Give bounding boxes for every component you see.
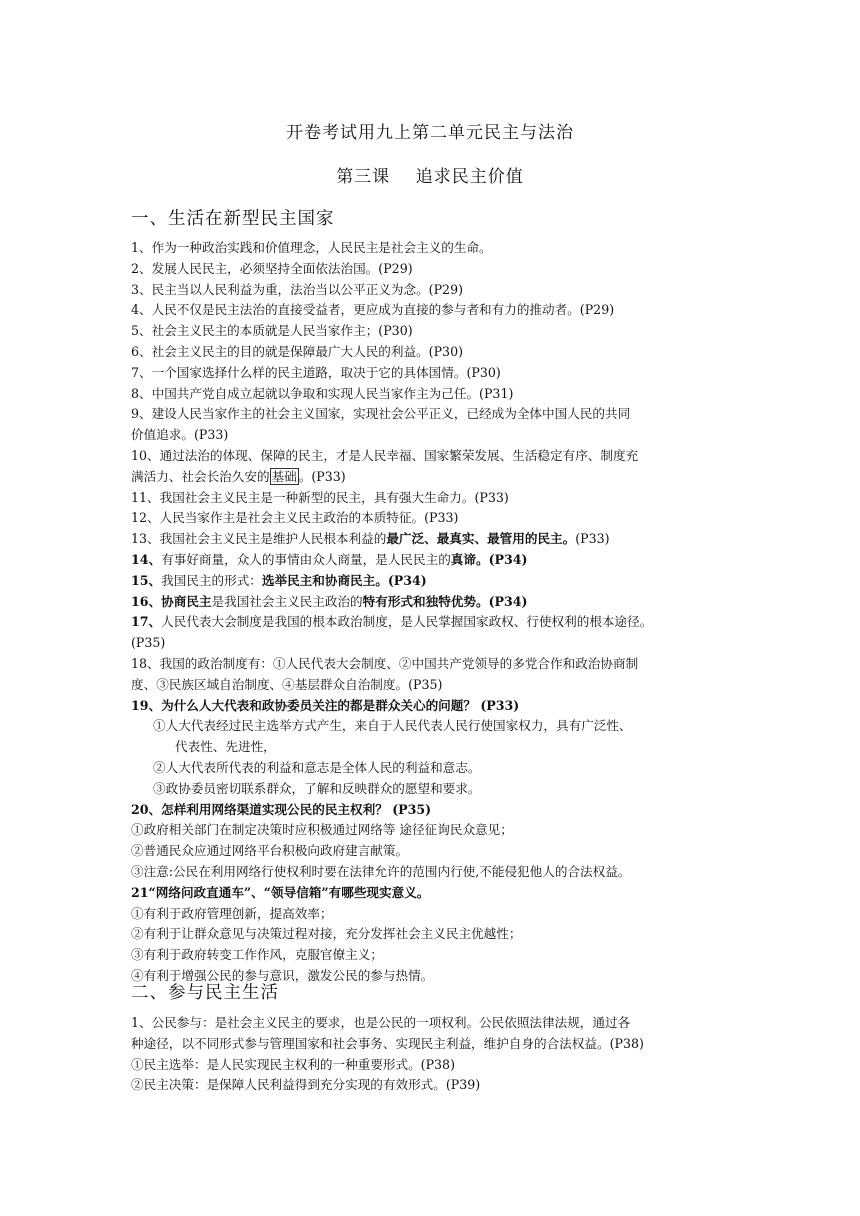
item-6: 6、社会主义民主的目的就是保障最广大人民的利益。(P30) [131,343,463,359]
item-19-answer-1-line-2: 代表性、先进性， [175,739,276,755]
item-4: 4、人民不仅是民主法治的直接受益者，更应成为直接的参与者和有力的推动者。(P29) [131,302,615,318]
item-5: 5、社会主义民主的本质就是人民当家作主；(P30) [131,323,413,339]
item-20-answer-3: ③注意:公民在利用网络行使权利时要在法律允许的范围内行使,不能侵犯他人的合法权益。 [131,863,631,879]
item-18-line-1: 18、我国的政治制度有：①人民代表大会制度、②中国共产党领导的多党合作和政治协商制 [131,655,639,671]
item-21-answer-2: ②有利于让群众意见与决策过程对接，充分发挥社会主义民主优越性； [131,926,522,942]
item-19-answer-3: ③政协委员密切联系群众，了解和反映群众的愿望和要求。 [153,780,481,796]
item-10-page-ref: 。(P33) [298,468,346,484]
item-3: 3、民主当以人民利益为重，法治当以公平正义为念。(P29) [131,281,463,297]
document-title: 开卷考试用九上第二单元民主与法治 [286,123,574,143]
s2-item-1-line-1: 1、公民参与：是社会主义民主的要求，也是公民的一项权利。公民依照法律法规，通过各 [131,1015,631,1030]
s2-item-1-sub-1: ①民主选举：是人民实现民主权利的一种重要形式。(P38) [131,1056,455,1072]
item-7: 7、一个国家选择什么样的民主道路，取决于它的具体国情。(P30) [131,364,501,380]
item-14-text: 有事好商量，众人的事情由众人商量，是人民民主的 [161,551,451,567]
section-2-body [131,1013,739,1096]
item-21-answer-1: ①有利于政府管理创新，提高效率； [131,905,333,921]
item-9-line-2: 价值追求。(P33) [131,427,229,443]
section-1-body [131,238,739,987]
item-21-answer-3: ③有利于政府转变工作作风，克服官僚主义； [131,947,383,963]
item-13 [131,529,739,550]
s2-item-1-sub-2: ②民主决策：是保障人民利益得到充分实现的有效形式。(P39) [131,1077,481,1093]
item-17-text: 人民代表大会制度是我国的根本政治制度，是人民掌握国家政权、行使权利的根本途径。 [161,614,653,630]
item-10-line-2 [131,467,739,488]
lesson-title: 第三课 追求民主价值 [336,167,524,187]
item-19-answer-2: ②人大代表所代表的利益和意志是全体人民的利益和意志。 [153,759,481,775]
section-heading-2: 二、参与民主生活 [131,983,279,1003]
item-11: 11、我国社会主义民主是一种新型的民主，具有强大生命力。(P33) [131,489,509,505]
item-14 [131,550,739,571]
item-16-text: 是我国社会主义民主政治的 [211,593,363,609]
item-20-question: 20、怎样利用网络渠道实现公民的民主权利？ (P35) [131,801,432,817]
item-20-answer-2: ②普通民众应通过网络平台积极向政府建言献策。 [131,843,409,859]
item-9-line-1: 9、建设人民当家作主的社会主义国家，实现社会公平正义，已经成为全体中国人民的共同 [131,406,631,422]
item-19-question: 19、为什么人大代表和政协委员关注的都是群众关心的问题？ (P33) [131,697,520,713]
item-1: 1、作为一种政治实践和价值理念，人民民主是社会主义的生命。 [131,240,492,255]
item-14-number: 14、 [131,551,162,567]
item-10-line-1: 10、通过法治的体现、保障的民主，才是人民幸福、国家繁荣发展、生活稳定有序、制度充 [131,447,639,463]
item-15-text: 我国民主的形式： [161,572,262,588]
item-21-question: 21“网络问政直通车”、“领导信箱”有哪些现实意义。 [131,884,430,900]
item-16-number: 16、 [131,593,162,609]
item-17-line-2: (P35) [131,635,166,651]
s2-item-1-line-2: 种途径，以不同形式参与管理国家和社会事务、实现民主利益，维护自身的合法权益。(P38) [131,1035,644,1051]
item-2: 2、发展人民民主，必须坚持全面依法治国。(P29) [131,260,413,276]
item-20-answer-1: ①政府相关部门在制定决策时应积极通过网络等 途径征询民众意见； [131,822,513,838]
item-15 [131,571,739,592]
item-17-number: 17、 [131,614,162,630]
item-10-text: 满活力、社会长治久安的 [131,468,270,484]
item-21-answer-4: ④有利于增强公民的参与意识，激发公民的参与热情。 [131,967,434,983]
item-16-bold-2: 特有形式和独特优势。(P34) [362,593,528,609]
item-16 [131,592,739,613]
boxed-word: 基础 [271,468,297,484]
item-18-line-2: 度、③民族区域自治制度、④基层群众自治制度。(P35) [131,676,443,692]
item-17-line-1 [131,612,739,633]
item-14-bold: 真谛。(P34) [450,551,528,567]
item-19-answer-1-line-1: ①人大代表经过民主选举方式产生，来自于人民代表人民行使国家权力，具有广泛性、 [153,718,632,734]
item-12: 12、人民当家作主是社会主义民主政治的本质特征。(P33) [131,510,459,526]
item-13-bold: 最广泛、最真实、最管用的民主。 [386,531,576,547]
item-13-text: 13、我国社会主义民主是维护人民根本利益的 [131,531,387,547]
section-heading-1: 一、生活在新型民主国家 [131,209,335,229]
item-13-page-ref: (P33) [575,531,610,547]
item-8: 8、中国共产党自成立起就以争取和实现人民当家作主为己任。(P31) [131,385,514,401]
item-15-number: 15、 [131,572,162,588]
item-15-bold: 选举民主和协商民主。(P34) [261,572,427,588]
item-16-bold-1: 协商民主 [161,593,212,609]
